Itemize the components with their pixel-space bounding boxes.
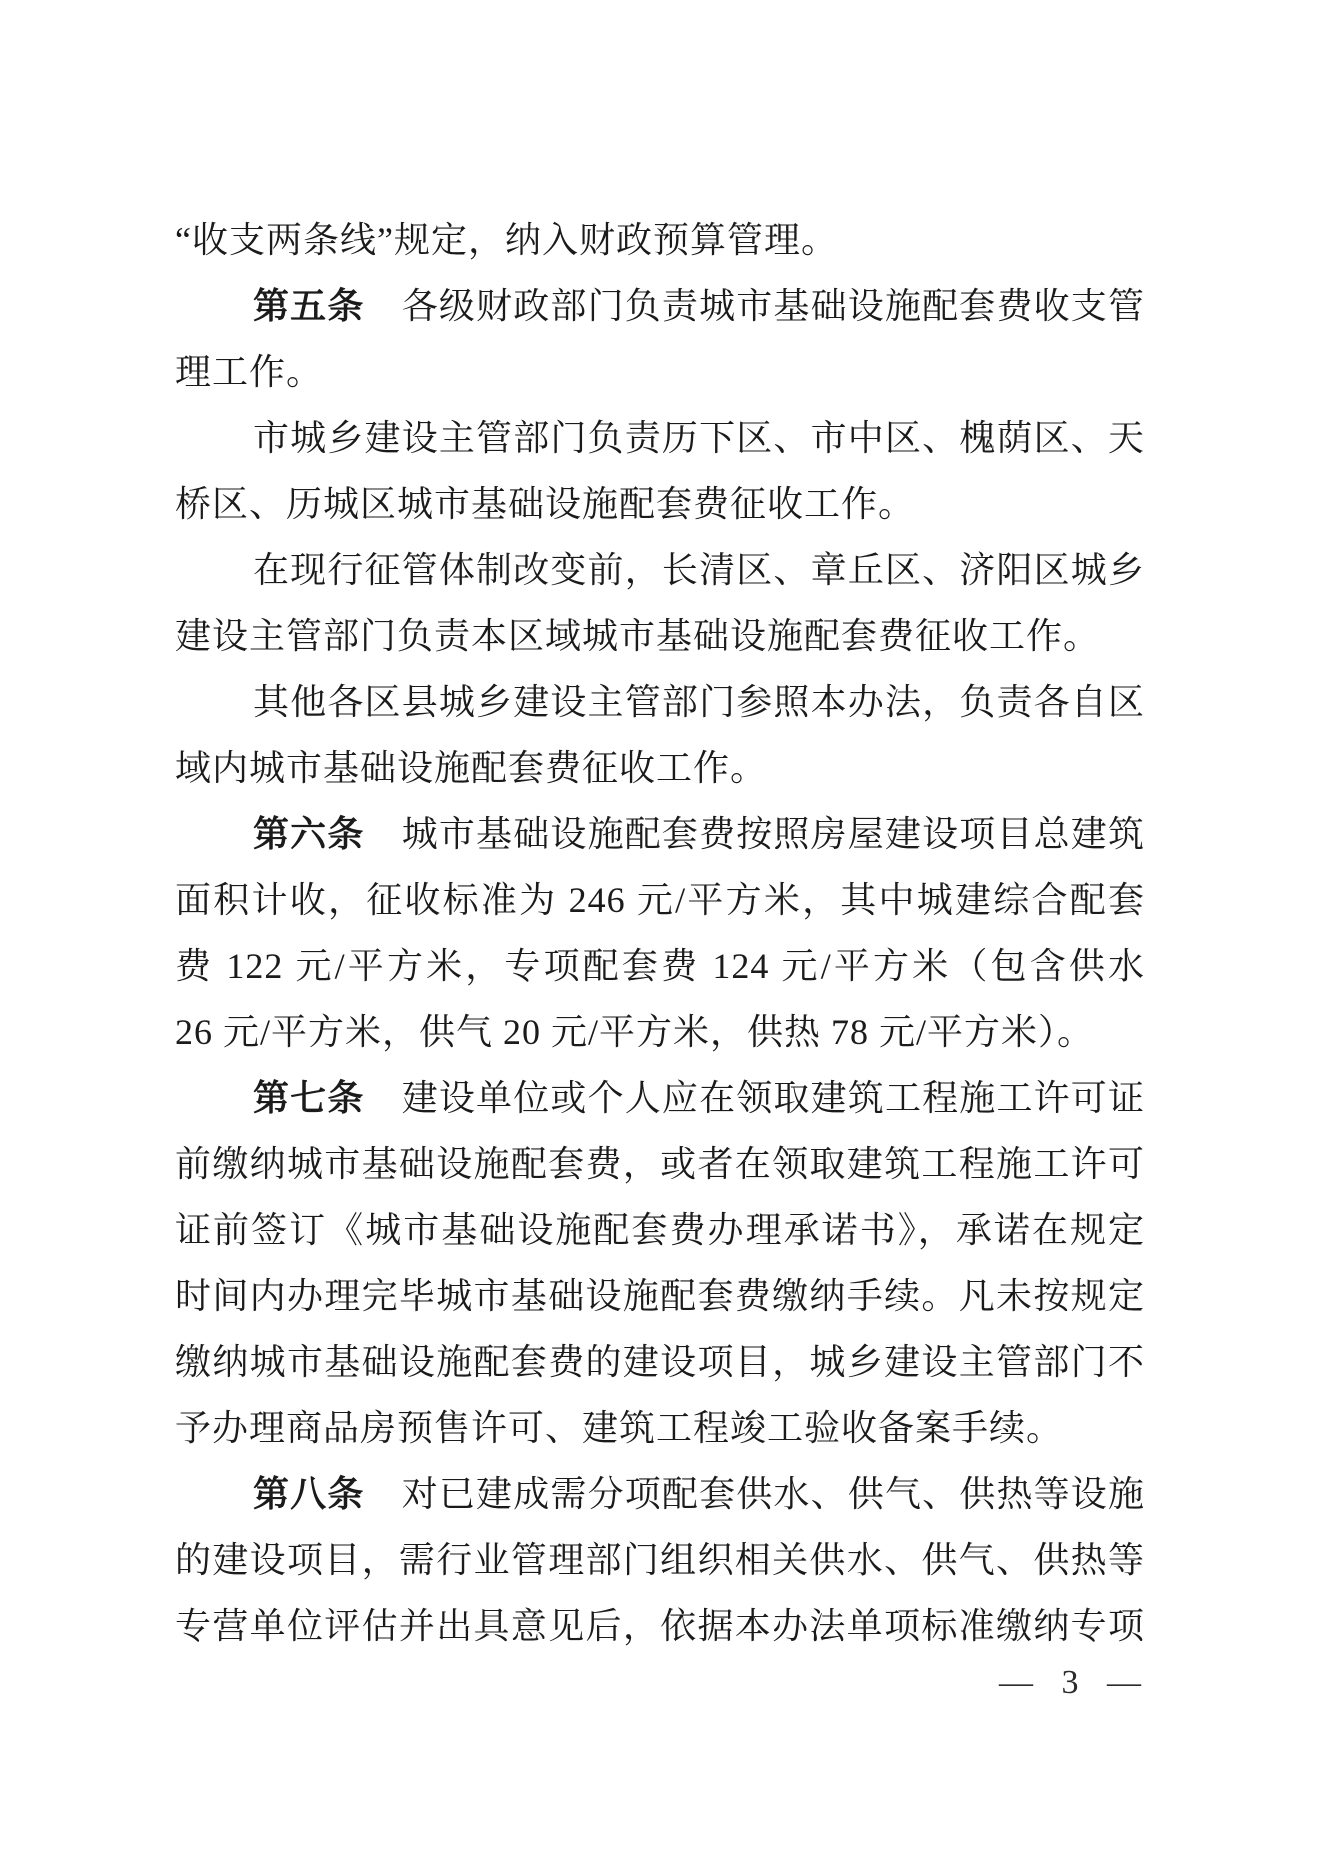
text-line-p2-l1 [175,471,1145,537]
text-line-p6-l2 [175,1197,1145,1263]
article-heading: 第七条 [253,1077,365,1118]
text-line-p1-l0 [175,273,1145,339]
text-line-p6-l5 [175,1395,1145,1461]
text-run: 26 元/平方米，供气 20 元/平方米，供热 78 元/平方米）。 [175,1012,1095,1052]
text-line-p1-l1 [175,339,1145,405]
text-line-p6-l3 [175,1263,1145,1329]
text-run: 证前签订《城市基础设施配套费办理承诺书》，承诺在规定 [175,1210,1145,1250]
text-line-p2-l0 [175,405,1145,471]
text-run: 桥区、历城区城市基础设施配套费征收工作。 [175,484,916,524]
text-run: 各级财政部门负责城市基础设施配套费收支管 [364,286,1145,326]
text-line-p7-l0 [175,1461,1145,1527]
text-line-p6-l0 [175,1065,1145,1131]
text-run: 时间内办理完毕城市基础设施配套费缴纳手续。凡未按规定 [175,1276,1145,1316]
text-line-p4-l1 [175,735,1145,801]
text-line-p5-l0 [175,801,1145,867]
article-heading: 第五条 [253,285,365,326]
text-run: 城市基础设施配套费按照房屋建设项目总建筑 [364,814,1145,854]
article-heading: 第六条 [253,813,365,854]
text-run: 市城乡建设主管部门负责历下区、市中区、槐荫区、天 [253,418,1145,458]
text-run: 面积计收，征收标准为 246 元/平方米，其中城建综合配套 [175,880,1145,920]
page-number: — 3 — [999,1664,1143,1701]
text-run: 理工作。 [175,352,324,392]
text-line-p3-l0 [175,537,1145,603]
text-line-p6-l1 [175,1131,1145,1197]
text-run: 建设单位或个人应在领取建筑工程施工许可证 [364,1078,1145,1118]
text-line-p7-l2 [175,1593,1145,1659]
text-run: “收支两条线”规定，纳入财政预算管理。 [175,220,838,260]
text-run: 予办理商品房预售许可、建筑工程竣工验收备案手续。 [175,1408,1064,1448]
text-line-p7-l1 [175,1527,1145,1593]
text-line-p3-l1 [175,603,1145,669]
text-run: 对已建成需分项配套供水、供气、供热等设施 [364,1474,1145,1514]
text-line-p4-l0 [175,669,1145,735]
text-run: 在现行征管体制改变前，长清区、章丘区、济阳区城乡 [253,550,1145,590]
text-line-p5-l1 [175,867,1145,933]
text-line-p6-l4 [175,1329,1145,1395]
text-run: 建设主管部门负责本区域城市基础设施配套费征收工作。 [175,616,1101,656]
text-run: 的建设项目，需行业管理部门组织相关供水、供气、供热等 [175,1540,1145,1580]
page-footer [999,1663,1143,1703]
article-heading: 第八条 [253,1473,365,1514]
text-run: 域内城市基础设施配套费征收工作。 [175,748,768,788]
text-line-p5-l2 [175,933,1145,999]
text-run: 费 122 元/平方米，专项配套费 124 元/平方米（包含供水 [175,946,1145,986]
text-line-p0-l0 [175,207,1145,273]
text-run: 缴纳城市基础设施配套费的建设项目，城乡建设主管部门不 [175,1342,1145,1382]
text-run: 专营单位评估并出具意见后，依据本办法单项标准缴纳专项 [175,1606,1145,1646]
text-run: 其他各区县城乡建设主管部门参照本办法，负责各自区 [253,682,1145,722]
document-body [175,207,1145,1659]
text-run: 前缴纳城市基础设施配套费，或者在领取建筑工程施工许可 [175,1144,1145,1184]
text-line-p5-l3 [175,999,1145,1065]
